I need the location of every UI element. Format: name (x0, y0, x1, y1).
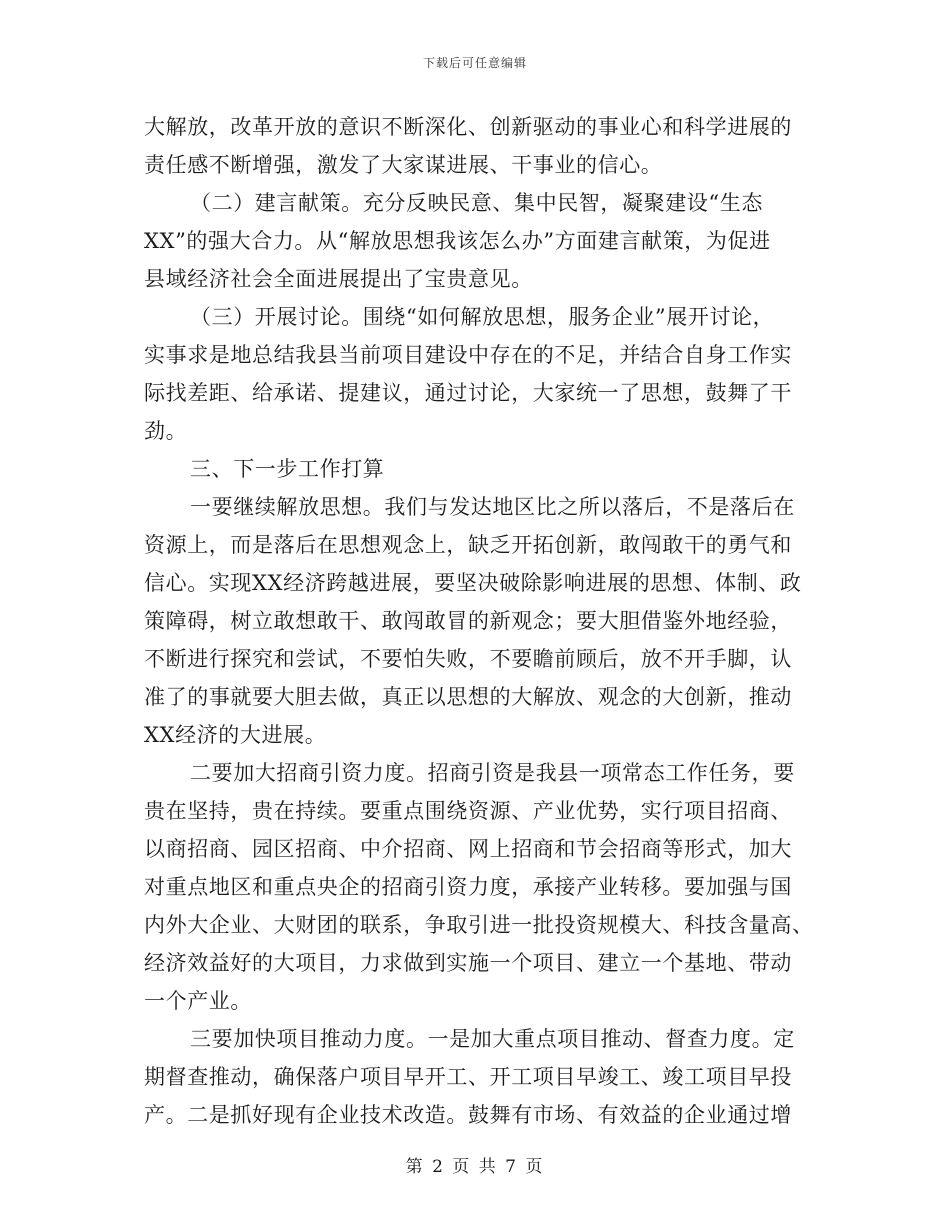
text-line: 期督查推动，确保落户项目早开工、开工项目早竣工、竣工项目早投 (144, 1065, 792, 1089)
page-number: 第 2 页 共 7 页 (405, 1157, 545, 1177)
text-line: 资源上，而是落后在思想观念上，缺乏开拓创新，敢闯敢干的勇气和 (144, 533, 792, 557)
text-line: 三要加快项目推动力度。一是加大重点项目推动、督查力度。定 (190, 1027, 795, 1051)
text-line: 经济效益好的大项目，力求做到实施一个项目、建立一个基地、带动 (144, 951, 792, 975)
text-line: 产。二是抓好现有企业技术改造。鼓舞有市场、有效益的企业通过增 (144, 1103, 792, 1127)
text-line: 二要加大招商引资力度。招商引资是我县一项常态工作任务，要 (190, 761, 795, 785)
text-line: 贵在坚持，贵在持续。要重点围绕资源、产业优势，实行项目招商、 (144, 799, 792, 823)
text-line: 信心。实现XX经济跨越进展，要坚决破除影响进展的思想、体制、政 (144, 571, 802, 595)
text-line: （二）建言献策。充分反映民意、集中民智，凝聚建设“生态 (190, 191, 763, 215)
text-line: 不断进行探究和尝试，不要怕失败，不要瞻前顾后，放不开手脚，认 (144, 647, 792, 671)
text-line: 县域经济社会全面进展提出了宝贵意见。 (144, 267, 533, 291)
text-line: 一个产业。 (144, 989, 252, 1013)
text-line: 劲。 (144, 419, 188, 443)
text-line: （三）开展讨论。围绕“如何解放思想，服务企业”展开讨论， (190, 305, 775, 329)
text-line: 责任感不断增强，激发了大家谋进展、干事业的信心。 (144, 153, 663, 177)
text-line: XX经济的大进展。 (144, 723, 327, 747)
text-line: 际找差距、给承诺、提建议，通过讨论，大家统一了思想，鼓舞了干 (144, 381, 792, 405)
text-line: 内外大企业、大财团的联系，争取引进一批投资规模大、科技含量高、 (144, 913, 814, 937)
text-line: 三、下一步工作打算 (190, 457, 385, 481)
text-line: XX”的强大合力。从“解放思想我该怎么办”方面建言献策，为促进 (144, 229, 771, 253)
document-body (144, 108, 814, 1134)
text-line: 以商招商、园区招商、中介招商、网上招商和节会招商等形式，加大 (144, 837, 792, 861)
text-line: 一要继续解放思想。我们与发达地区比之所以落后，不是落后在 (190, 495, 795, 519)
text-line: 对重点地区和重点央企的招商引资力度，承接产业转移。要加强与国 (144, 875, 792, 899)
text-line: 策障碍，树立敢想敢干、敢闯敢冒的新观念；要大胆借鉴外地经验， (144, 609, 792, 633)
text-line: 实事求是地总结我县当前项目建设中存在的不足，并结合自身工作实 (144, 343, 792, 367)
text-line: 准了的事就要大胆去做，真正以思想的大解放、观念的大创新，推动 (144, 685, 792, 709)
header-note: 下载后可任意编辑 (422, 56, 527, 70)
text-line: 大解放，改革开放的意识不断深化、创新驱动的事业心和科学进展的 (144, 115, 792, 139)
